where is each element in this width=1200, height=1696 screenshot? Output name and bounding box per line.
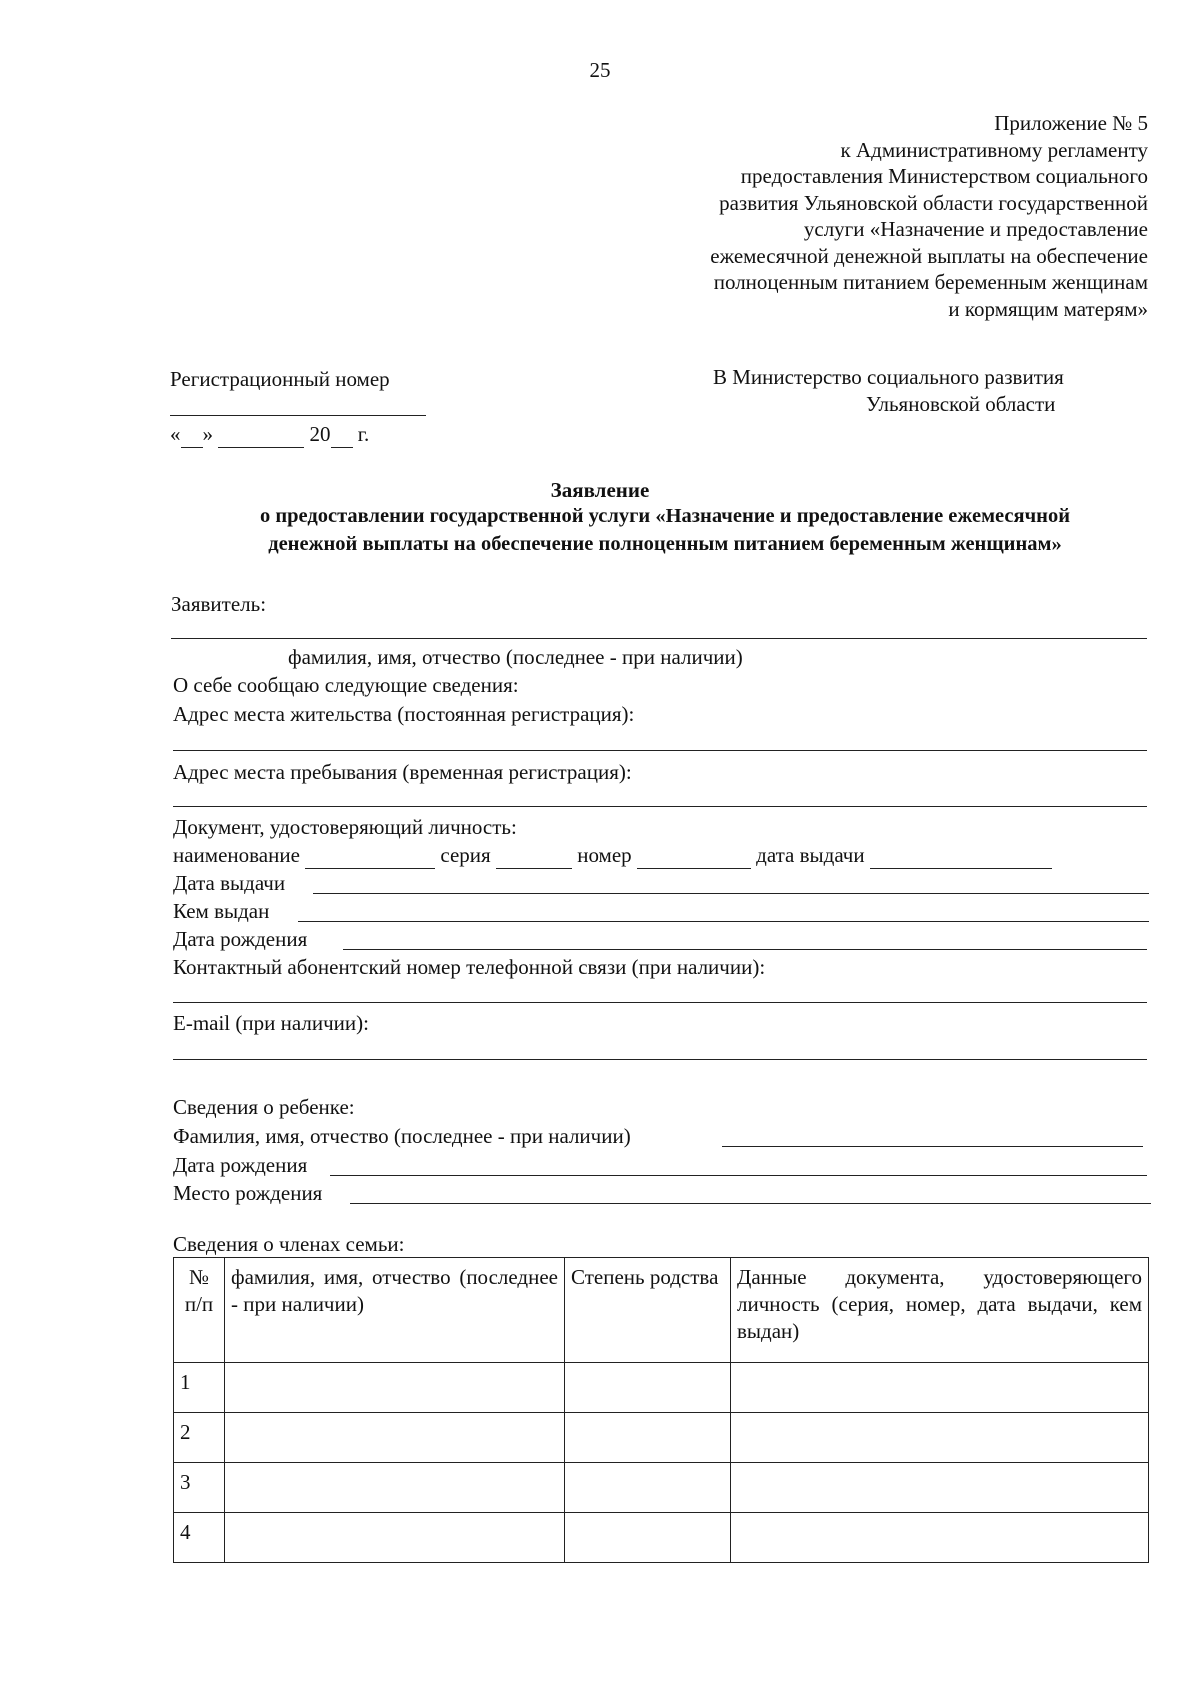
family-table	[173, 1257, 1149, 1563]
year-field[interactable]	[331, 422, 353, 448]
birth-date-field[interactable]	[343, 949, 1147, 950]
page-number	[0, 58, 1200, 83]
appendix-block	[710, 110, 1148, 322]
row-document-cell[interactable]	[731, 1513, 1149, 1563]
appendix-line: полноценным питанием беременным женщинам	[713, 270, 1148, 294]
appendix-line: предоставления Министерством социального	[740, 164, 1148, 188]
header-relation: Степень родства	[565, 1258, 731, 1363]
residence-label: Адрес места жительства (постоянная регистрация):	[173, 702, 635, 726]
issued-by-label: Кем выдан	[173, 899, 270, 923]
document-subtitle-line1: о предоставлении государственной услуги «Назначение и предоставление ежемесячной	[259, 505, 1071, 527]
row-document-cell[interactable]	[731, 1363, 1149, 1413]
row-number: 3	[174, 1463, 225, 1513]
appendix-line: ежемесячной денежной выплаты на обеспечение	[710, 243, 1148, 268]
page-number-text: 25	[589, 58, 611, 82]
row-relation-cell[interactable]	[565, 1363, 731, 1413]
doc-series-label: серия	[440, 843, 491, 867]
month-field[interactable]	[218, 422, 304, 448]
doc-name-label: наименование	[173, 843, 300, 867]
row-number: 4	[174, 1513, 225, 1563]
appendix-line: развития Ульяновской области государственной	[719, 190, 1148, 215]
about-self-text: О себе сообщаю следующие сведения:	[173, 673, 519, 697]
registration-number-field[interactable]	[170, 415, 426, 416]
registration-date	[170, 422, 369, 448]
doc-number-label: номер	[577, 843, 632, 867]
year-prefix: 20	[309, 422, 331, 446]
appendix-title: Приложение № 5	[994, 111, 1148, 135]
phone-label: Контактный абонентский номер телефонной связи (при наличии):	[173, 955, 766, 979]
appendix-line: и кормящим матерям»	[948, 296, 1148, 321]
doc-name-field[interactable]	[305, 843, 435, 869]
row-fio-cell[interactable]	[225, 1513, 565, 1563]
date-quote-close: »	[202, 422, 213, 446]
day-field[interactable]	[181, 422, 203, 448]
row-fio-cell[interactable]	[225, 1463, 565, 1513]
family-label: Сведения о членах семьи:	[173, 1232, 405, 1256]
child-fio-label: Фамилия, имя, отчество (последнее - при наличии)	[173, 1124, 631, 1148]
applicant-fio-caption: фамилия, имя, отчество (последнее - при наличии)	[288, 645, 743, 669]
row-fio-cell[interactable]	[225, 1413, 565, 1463]
issue-date-field[interactable]	[313, 893, 1149, 894]
addressee-line1: В Министерство социального развития	[713, 365, 1064, 389]
row-number: 1	[174, 1363, 225, 1413]
header-fio: фамилия, имя, отчество (последнее - при наличии)	[225, 1258, 565, 1363]
registration-label: Регистрационный номер	[170, 367, 390, 391]
id-document-label: Документ, удостоверяющий личность:	[173, 815, 517, 839]
child-fio-field[interactable]	[722, 1146, 1143, 1147]
row-relation-cell[interactable]	[565, 1413, 731, 1463]
table-row	[174, 1513, 1149, 1563]
doc-series-field[interactable]	[496, 843, 572, 869]
child-birth-date-field[interactable]	[330, 1175, 1147, 1176]
family-table-header	[174, 1258, 1149, 1363]
document-subtitle-line2: денежной выплаты на обеспечение полноценным питанием беременным женщинам»	[268, 533, 1062, 555]
appendix-line: к Административному регламенту	[840, 137, 1148, 162]
header-document: Данные документа, удостоверяющего личность (серия, номер, дата выдачи, кем выдан)	[731, 1258, 1149, 1363]
applicant-label: Заявитель:	[171, 592, 267, 616]
stay-field[interactable]	[173, 806, 1147, 807]
residence-field[interactable]	[173, 750, 1147, 751]
row-number: 2	[174, 1413, 225, 1463]
child-birth-date-label: Дата рождения	[173, 1153, 308, 1177]
row-document-cell[interactable]	[731, 1413, 1149, 1463]
birth-date-label: Дата рождения	[173, 927, 308, 951]
year-suffix: г.	[357, 422, 370, 446]
row-fio-cell[interactable]	[225, 1363, 565, 1413]
table-row	[174, 1463, 1149, 1513]
row-document-cell[interactable]	[731, 1463, 1149, 1513]
child-label: Сведения о ребенке:	[173, 1095, 355, 1119]
document-title: Заявление	[550, 478, 650, 502]
doc-number-field[interactable]	[637, 843, 751, 869]
email-field[interactable]	[173, 1059, 1147, 1060]
stay-label: Адрес места пребывания (временная регистрация):	[173, 760, 632, 784]
row-relation-cell[interactable]	[565, 1463, 731, 1513]
header-number: № п/п	[174, 1258, 225, 1363]
issue-date-label: Дата выдачи	[173, 871, 286, 895]
child-birth-place-label: Место рождения	[173, 1181, 323, 1205]
doc-details-row	[173, 843, 1052, 869]
email-label: E-mail (при наличии):	[173, 1011, 369, 1035]
row-relation-cell[interactable]	[565, 1513, 731, 1563]
table-row	[174, 1413, 1149, 1463]
doc-issue-date-field[interactable]	[870, 843, 1052, 869]
applicant-fio-field[interactable]	[171, 638, 1147, 639]
appendix-line: услуги «Назначение и предоставление	[803, 217, 1148, 241]
doc-issue-date-label: дата выдачи	[756, 843, 865, 867]
addressee-line2: Ульяновской области	[866, 392, 1056, 416]
date-quote-open: «	[170, 422, 181, 446]
phone-field[interactable]	[173, 1002, 1147, 1003]
table-row	[174, 1363, 1149, 1413]
issued-by-field[interactable]	[298, 921, 1149, 922]
child-birth-place-field[interactable]	[350, 1203, 1151, 1204]
